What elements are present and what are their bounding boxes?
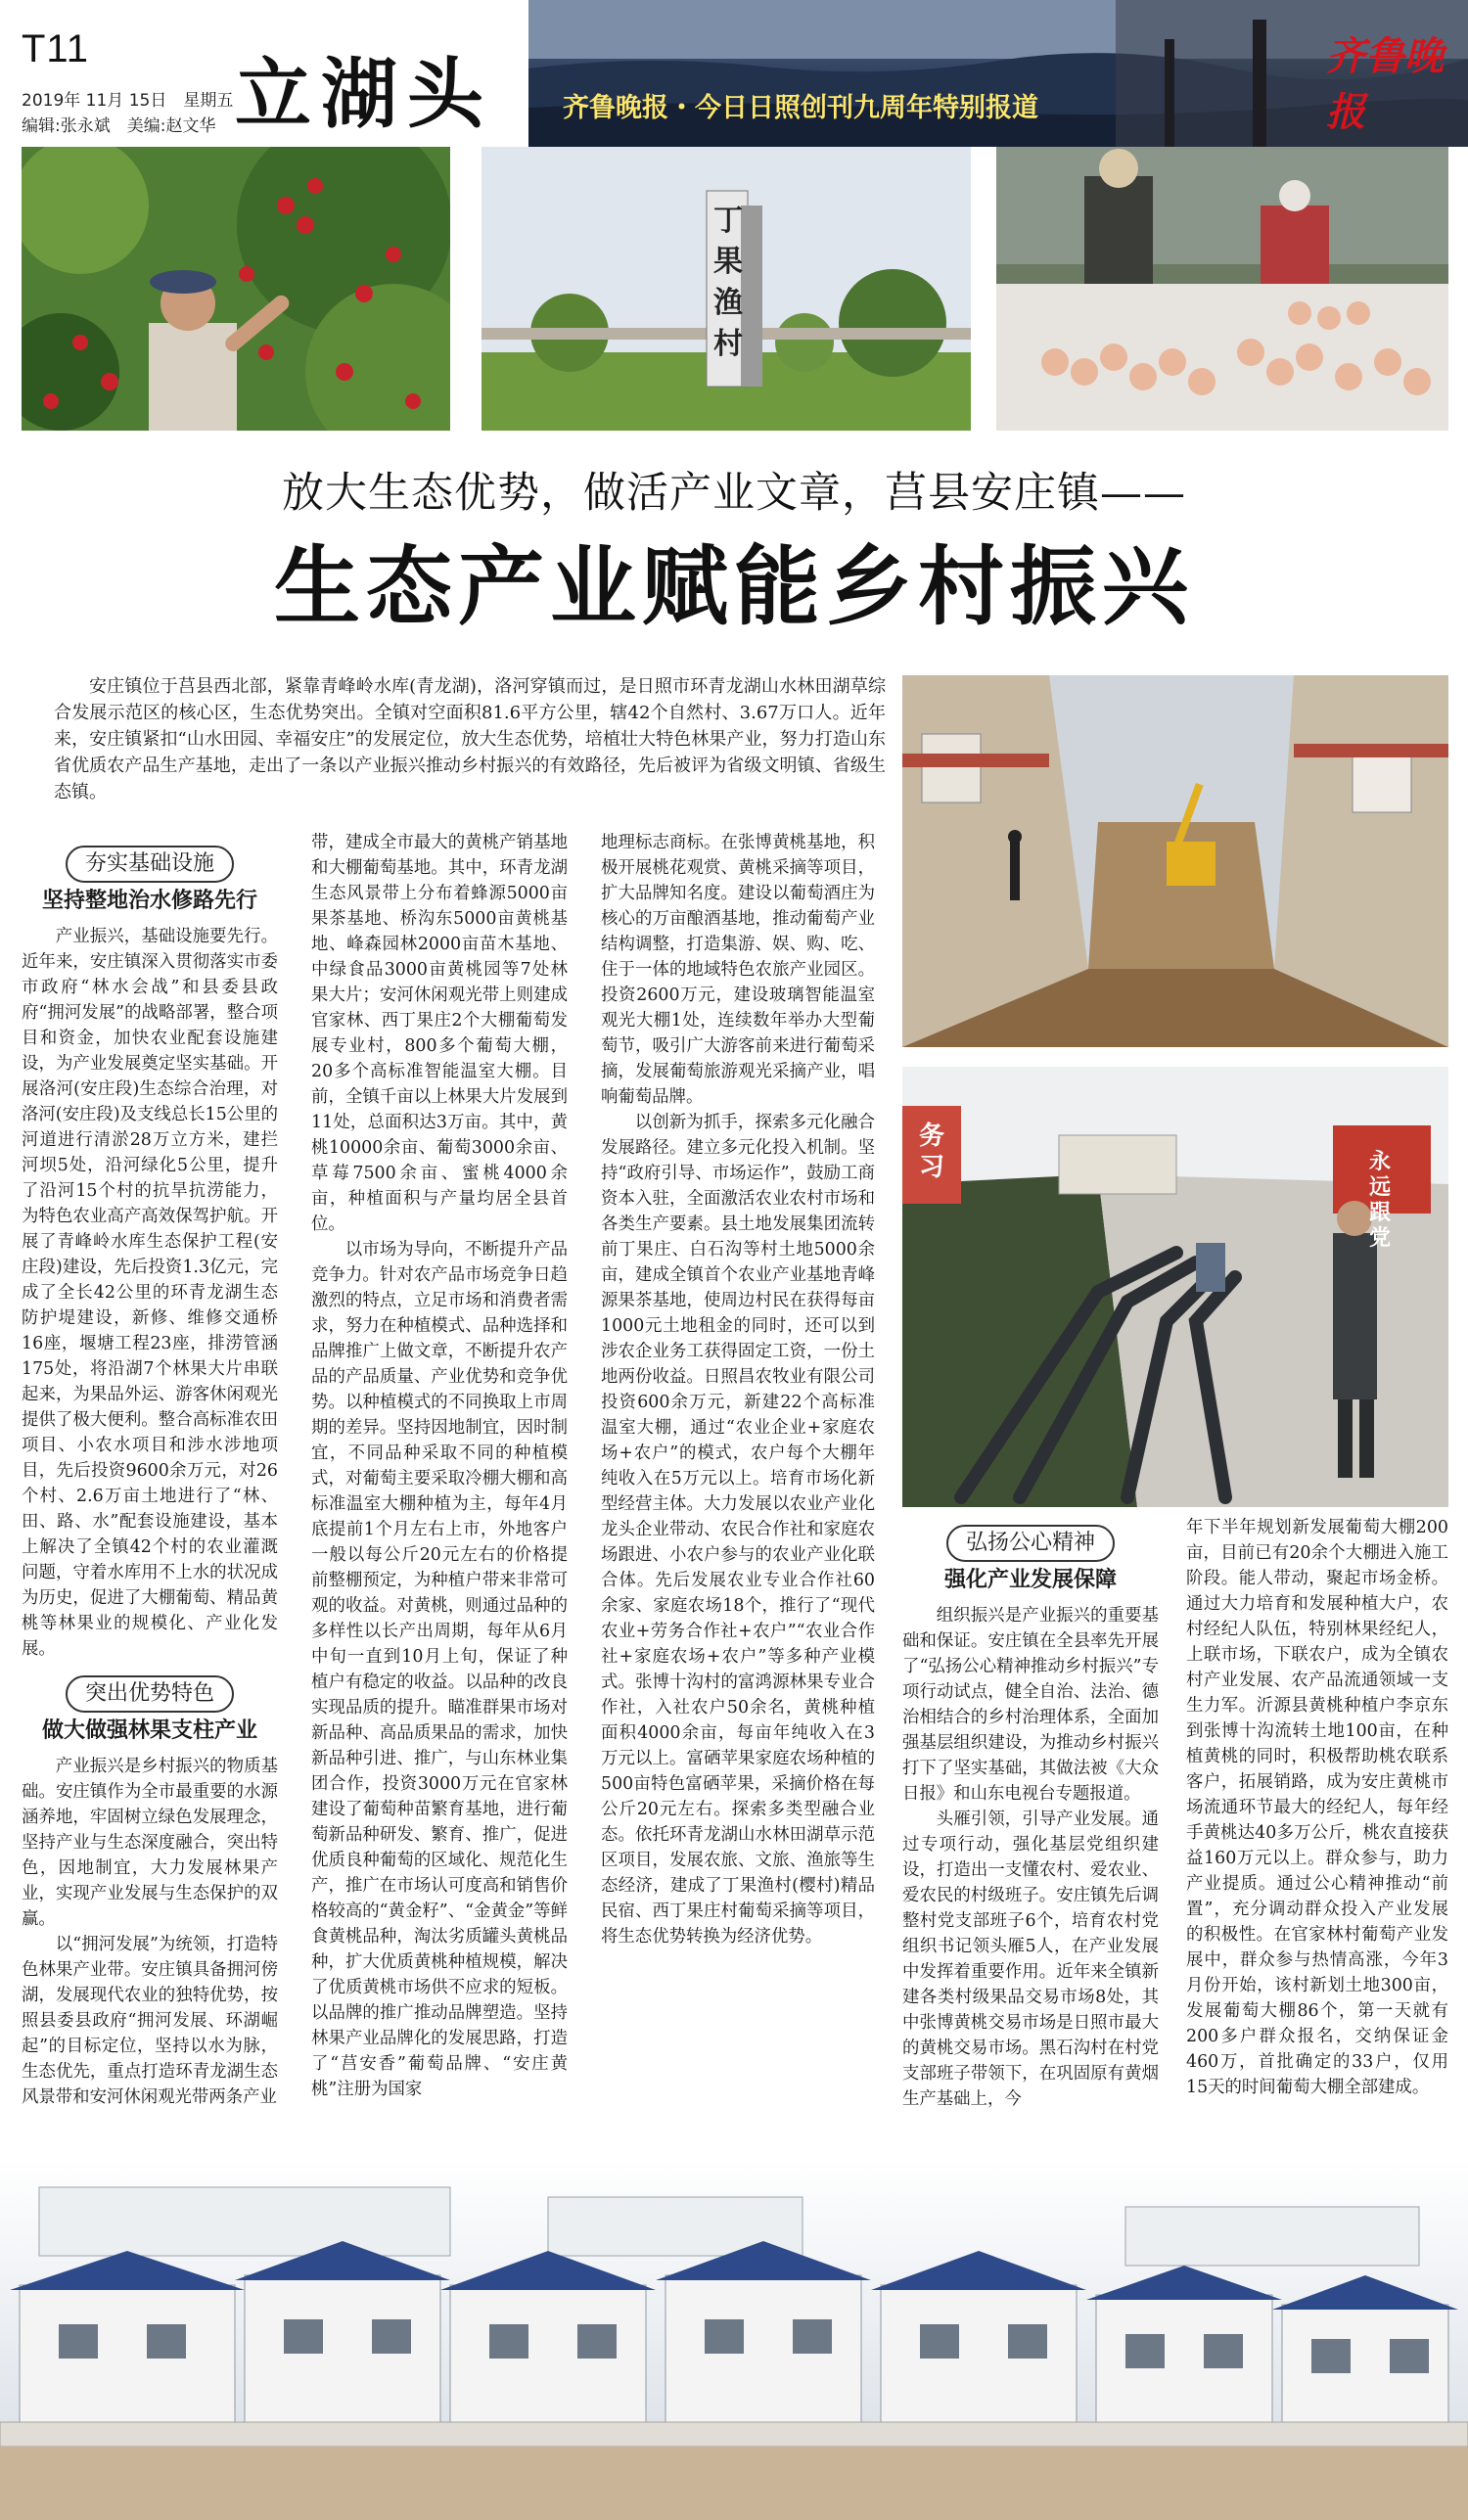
- section-heading-3: [902, 1525, 1159, 1593]
- paragraph: 组织振兴是产业振兴的重要基础和保证。安庄镇在全县率先开展了“弘扬公心精神推动乡村振兴”专项行动试点，健全自治、法治、德治相结合的乡村治理体系，全面加强基层组织建设，为推动乡村振兴打下了坚实基础，其做法被《大众日报》和山东电视台专题报道。: [902, 1606, 1159, 1804]
- fruit-market-photo: [996, 147, 1448, 431]
- lead-paragraph: [54, 673, 886, 805]
- village-houses-scene: [0, 2158, 1468, 2520]
- road-construction-scene: [902, 675, 1448, 1047]
- paragraph: 带，建成全市最大的黄桃产销基地和大棚葡萄基地。其中，环青龙湖生态风景带上分布着蜂源5000亩果茶基地、桥沟东5000亩黄桃基地、峰森园林2000亩苗木基地、中绿食品3000亩黄桃园等7处林果大片；安河休闲观光带上则建成官家林、西丁果庄2个大棚葡萄发展专业村，800多个葡萄大棚，20多个高标准智能温室大棚。目前，全镇千亩以上林果大片发展到11处，总面积达3万亩。其中，黄桃10000余亩、葡萄3000余亩、草莓7500余亩、蜜桃4000余亩，种植面积与产量均居全县首位。: [311, 833, 568, 1234]
- lead-text: 安庄镇位于莒县西北部，紧靠青峰岭水库(青龙湖)，洛河穿镇而过，是日照市环青龙湖山水林田湖草综合发展示范区的核心区，生态优势突出。全镇对空面积81.6平方公里，辖42个自然村、3.67万口人。近年来，安庄镇紧扣“山水田园、幸福安庄”的发展定位，放大生态优势，培植壮大特色林果产业，努力打造山东省优质农产品生产基地，走出了一条以产业振兴推动乡村振兴的有效路径，先后被评为省级文明镇、省级生态镇。: [54, 676, 886, 802]
- editors-line: 编辑:张永斌 美编:赵文华: [22, 116, 216, 136]
- section-pill-1: 夯实基础设施: [66, 846, 234, 883]
- orchard-photo: [22, 147, 450, 431]
- main-headline: 生态产业赋能乡村振兴: [273, 536, 1194, 637]
- column-4a: [902, 1525, 1159, 2112]
- paragraph: 以市场为导向，不断提升产品竞争力。针对农产品市场竞争日趋激烈的特点，立足市场和消费者需求，努力在种植模式、品种选择和品牌推广上做文章，不断提升农产品的产品质量、产业优势和竞争优势。以种植模式的不同换取上市周期的差异。坚持因地制宜，因时制宜，不同品种采取不同的种植模式，对葡萄主要采取冷棚大棚和高标准温室大棚种植为主，每年4月底提前1个月左右上市，外地客户一般以每公斤20元左右的价格提前整棚预定，为种植户带来非常可观的收益。对黄桃，则通过品种的多样性以长产出周期，每年从6月中旬一直到10月上旬，保证了种植户有稳定的收益。以品种的改良实现品质的提升。瞄准群果市场对新品种、高品质果品的需求，加快新品种引进、推广，与山东林业集团合作，投资3000万元在官家林建设了葡萄种苗繁育基地，进行葡萄新品种研发、繁育、推广，促进优质良种葡萄的区域化、规范化生产，推广在市场认可度高和销售价格较高的“黄金籽”、“金黄金”等鲜食黄桃品种，淘汰劣质罐头黄桃品种，扩大优质黄桃种植规模，解决了优质黄桃市场供不应求的短板。以品牌的推广推动品牌塑造。坚持林果产业品牌化的发展思路，打造了“莒安香”葡萄品牌、“安庄黄桃”注册为国家: [311, 1240, 568, 2099]
- section-subtitle-2: 做大做强林果支柱产业: [41, 1718, 257, 1743]
- headline-kicker: 放大生态优势，做活产业文章，莒县安庄镇——: [282, 469, 1186, 518]
- left-banner-text: 务习: [918, 1122, 944, 1182]
- paragraph: 年下半年规划新发展葡萄大棚200亩，目前已有20余个大棚进入施工阶段。能人带动，聚起市场金桥。通过大力培育和发展种植大户，农村经纪人队伍，特别林果经纪人，上联市场，下联农户，成为全镇农村产业发展、农产品流通领域一支生力军。沂源县黄桃种植户李京东到张博十沟流转土地100亩，在种植黄桃的同时，积极帮助桃农联系客户，拓展销路，成为安庄黄桃市场流通环节最大的经纪人，每年经手黄桃达40多万公斤，桃农直接获益160万元以上。群众参与，助力产业提质。通过公心精神推动“前置”，充分调动群众投入产业发展的积极性。在官家林村葡萄产业发展中，群众参与热情高涨，今年3月份开始，该村新划土地300亩，发展葡萄大棚86个，第一天就有200多户群众报名，交纳保证金460万，首批确定的33户，仅用15天的时间葡萄大棚全部建成。: [1186, 1518, 1448, 2097]
- fruit-market-scene: [996, 147, 1448, 431]
- paragraph: 地理标志商标。在张博黄桃基地，积极开展桃花观赏、黄桃采摘等项目，扩大品牌知名度。建设以葡萄酒庄为核心的万亩酿酒基地，推动葡萄产业结构调整，打造集游、娱、购、吃、住于一体的地域特色农旅产业园区。投资2600万元，建设玻璃智能温室观光大棚1处，连续数年举办大型葡萄节，吸引广大游客前来进行葡萄采摘，发展葡萄旅游观光采摘产业，唱响葡萄品牌。: [601, 833, 875, 1107]
- paragraph: 以创新为抓手，探索多元化融合发展路径。建立多元化投入机制。坚持“政府引导、市场运作”，鼓励工商资本入驻，全面激活农业农村市场和各类生产要素。县土地发展集团流转前丁果庄、白石沟等村土地5000余亩，建成全镇首个农业产业基地青峰源果茶基地，使周边村民在获得每亩1000元土地租金的同时，还可以到涉农企业务工获得固定工资，一份土地两份收益。日照昌农牧业有限公司投资600余万元，新建22个高标准温室大棚，通过“农业企业+家庭农场+农户”的模式，农户每个大棚年纯收入在5万元以上。培育市场化新型经营主体。大力发展以农业产业化龙头企业带动、农民合作社和家庭农场跟进、小农户参与的农业产业化联合体。先后发展农业专业合作社60余家、家庭农场18个，推行了“现代农业+劳务合作社+农户”“农业合作社+家庭农场+农户”等多种产业模式。张博十沟村的富鸿源林果专业合作社，入社农户50余名，黄桃种植面积4000余亩，每亩年纯收入在3万元以上。富硒苹果家庭农场种植的500亩特色富硒苹果，采摘价格在每公斤20元左右。探索多类型融合业态。依托环青龙湖山水林田湖草示范区项目，发展农旅、文旅、渔旅等生态经济，建成了丁果渔村(樱村)精品民宿、西丁果庄村葡萄采摘等项目，将生态优势转换为经济优势。: [601, 1113, 875, 1947]
- pipe-laying-photo: [902, 1067, 1448, 1507]
- fishing-village-photo: [482, 147, 971, 431]
- paragraph: 产业振兴是乡村振兴的物质基础。安庄镇作为全市最重要的水源涵养地，牢固树立绿色发展理念，坚持产业与生态深度融合，突出特色，因地制宜，大力发展林果产业，实现产业发展与生态保护的双赢。: [22, 1757, 278, 1929]
- red-banner-text: 永远跟党: [1368, 1150, 1391, 1251]
- new-village-houses-photo: [0, 2158, 1468, 2520]
- section-pill-3: 弘扬公心精神: [946, 1525, 1115, 1562]
- date-line: 2019年 11月 15日 星期五: [22, 91, 234, 111]
- banner-text: 齐鲁晚报・今日日照创刊九周年特别报道: [563, 93, 1038, 123]
- orchard-scene: [22, 147, 450, 431]
- column-1: [22, 840, 278, 2110]
- column-2: [311, 830, 568, 2102]
- paragraph: 头雁引领，引导产业发展。通过专项行动，强化基层党组织建设，打造出一支懂农村、爱农业、爱农民的村级班子。安庄镇先后调整村党支部班子6个，培育农村党组织书记领头雁5人，在产业发展中发挥着重要作用。近年来全镇新建各类村级果品交易市场8处，其中张博黄桃交易市场是日照市最大的黄桃交易市场。黑石沟村在村党支部班子带领下，在巩固原有黄烟生产基础上，今: [902, 1810, 1159, 2109]
- section-pill-2: 突出优势特色: [66, 1675, 234, 1713]
- section-subtitle-3: 强化产业发展保障: [943, 1568, 1117, 1592]
- column-4b: [1186, 1515, 1448, 2100]
- section-title: 立湖头: [235, 50, 494, 139]
- section-heading-1: [22, 846, 278, 914]
- paragraph: 产业振兴，基础设施要先行。近年来，安庄镇深入贯彻落实市委市政府“林水会战”和县委县政府“拥河发展”的战略部署，整合项目和资金，加快农业配套设施建设，为产业发展奠定坚实基础。开展洛河(安庄段)生态综合治理，对洛河(安庄段)及支线总长15公里的河道进行清淤28万立方米，建拦河坝5处，沿河绿化5公里，提升了沿河15个村的抗旱抗涝能力，为特色农业高产高效保驾护航。开展了青峰岭水库生态保护工程(安庄段)建设，先后投资1.3亿元，完成了全长42公里的环青龙湖生态防护堤建设，新修、维修交通桥16座，堰塘工程23座，排涝管涵175处，将沿湖7个林果大片串联起来，为果品外运、游客休闲观光提供了极大便利。整合高标准农田项目、小农水项目和涉水涉地项目，先后投资9600余万元，对26个村、2.6万亩土地进行了“林、田、路、水”配套设施建设，基本上解决了全镇42个村的农业灌溉问题，守着水库用不上水的状况成为历史，促进了大棚葡萄、精品黄桃等林果业的规模化、产业化发展。: [22, 927, 278, 1659]
- section-heading-2: [22, 1675, 278, 1744]
- section-subtitle-1: 坚持整地治水修路先行: [41, 889, 257, 913]
- paragraph: 以“拥河发展”为统领，打造特色林果产业带。安庄镇具备拥河傍湖，发展现代农业的独特优势，按照县委县政府“拥河发展、环湖崛起”的目标定位，坚持以水为脉，生态优先，重点打造环青龙湖生态风景带和安河休闲观光带两条产业: [22, 1935, 278, 2107]
- village-road-construction-photo: [902, 675, 1448, 1047]
- newspaper-logo: 齐鲁晚报: [1326, 33, 1444, 135]
- column-3: [601, 830, 875, 1949]
- pipe-laying-scene: [902, 1067, 1448, 1507]
- page-number: T11: [22, 27, 89, 70]
- village-sign-text: 丁果渔村: [713, 204, 743, 361]
